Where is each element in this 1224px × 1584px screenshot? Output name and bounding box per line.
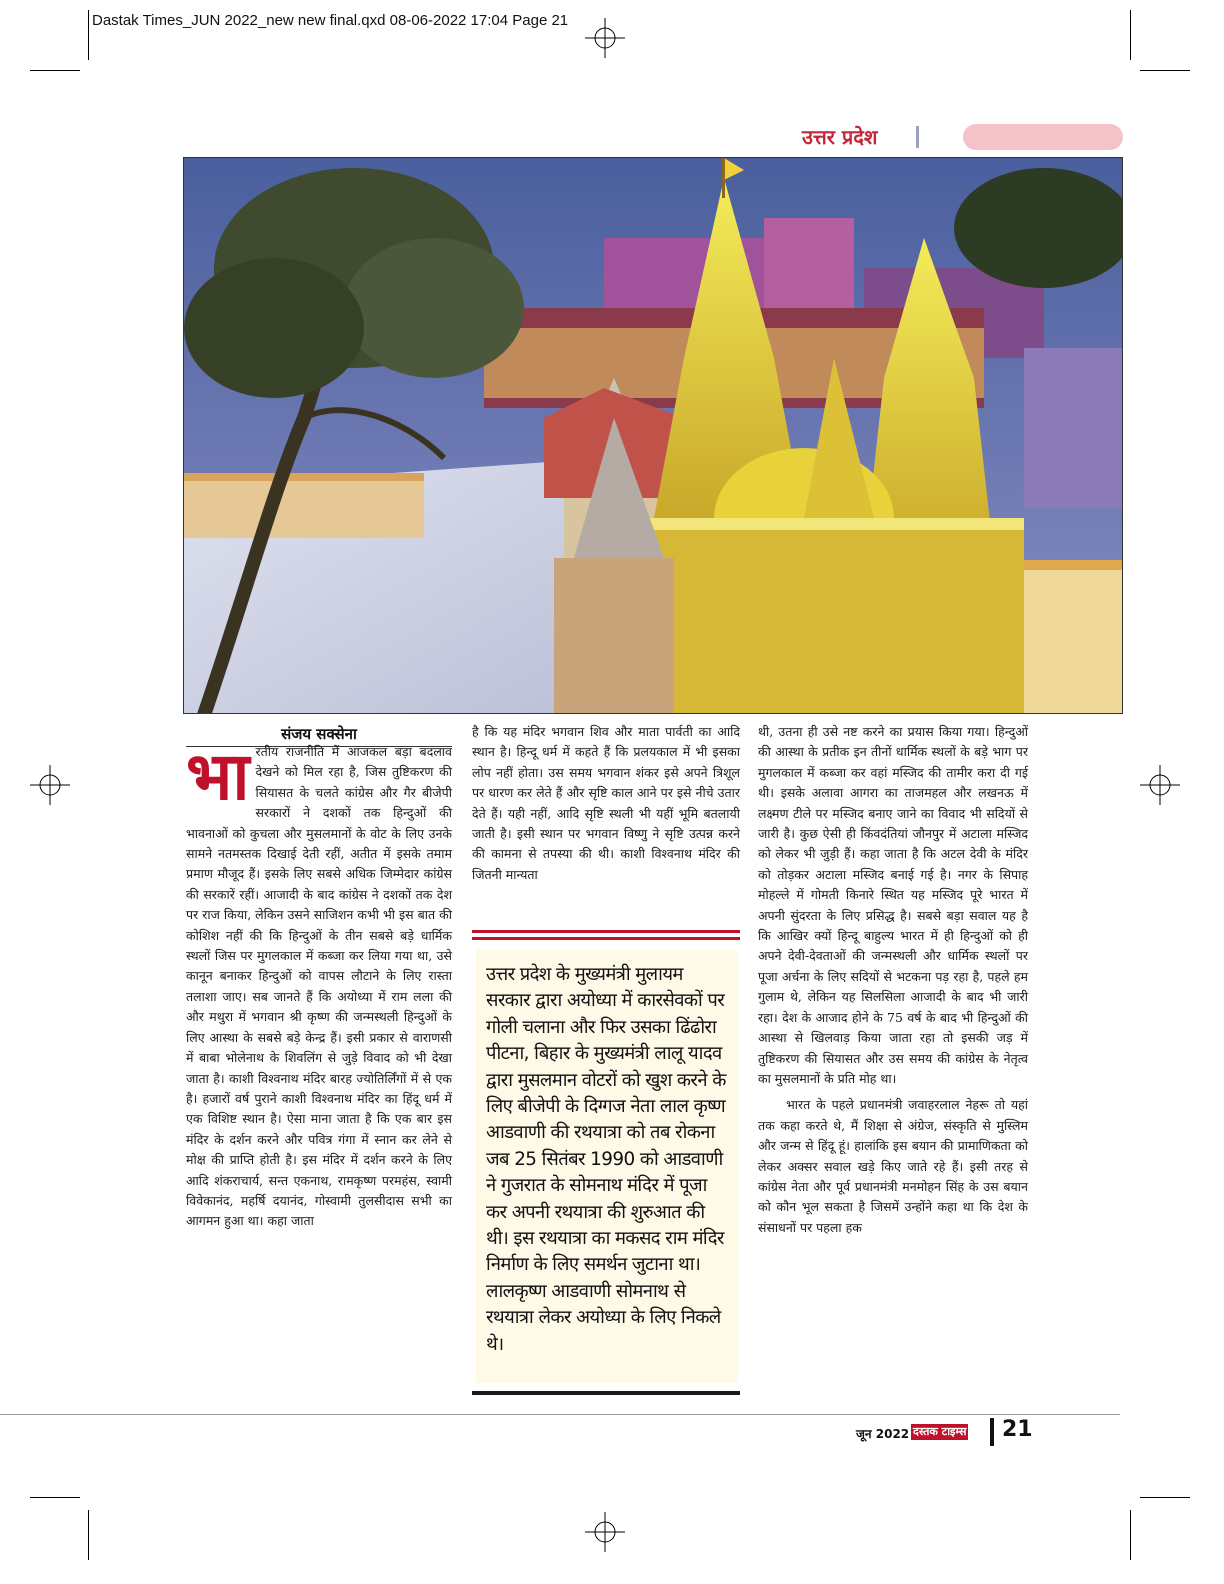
section-divider	[916, 126, 919, 148]
author-byline: संजय सक्सेना	[281, 725, 357, 743]
registration-mark-icon	[585, 1512, 625, 1552]
drop-cap: भा	[186, 738, 248, 815]
registration-mark-icon	[1140, 765, 1180, 805]
print-slug: Dastak Times_JUN 2022_new new final.qxd 08-06-2022 17:04 Page 21	[92, 12, 569, 29]
article-column-3	[758, 722, 1028, 1238]
pullquote-rule	[472, 937, 740, 940]
temple-illustration	[184, 158, 1123, 714]
pullquote-rule	[472, 930, 740, 933]
section-title: उत्तर प्रदेश	[802, 125, 878, 149]
registration-mark-icon	[30, 765, 70, 805]
crop-mark	[30, 70, 80, 71]
crop-mark	[88, 1510, 89, 1560]
pullquote-rule	[472, 1391, 740, 1395]
crop-mark	[1130, 10, 1131, 60]
crop-mark	[1140, 70, 1190, 71]
pullquote-text: उत्तर प्रदेश के मुख्यमंत्री मुलायम सरकार द्वारा अयोध्या में कारसेवकों पर गोली चलाना और फिर उसका ढिंढोरा पीटना, बिहार के मुख्यमंत्री लालू यादव द्वारा मुसलमान वोटरों को खुश करने के लिए बीजेपी के दिग्गज नेता लाल कृष्ण आडवाणी की रथयात्रा को तब रोकना जब 25 सितंबर 1990 को आडवाणी ने गुजरात के सोमनाथ मंदिर में पूजा कर अपनी रथयात्रा की शुरुआत की थी। इस रथयात्रा का मकसद राम मंदिर निर्माण के लिए समर्थन जुटाना था। लालकृष्ण आडवाणी सोमनाथ से रथयात्रा लेकर अयोध्या के लिए निकले थे।	[486, 964, 726, 1355]
article-column-2	[472, 722, 740, 885]
registration-mark-icon	[585, 18, 625, 58]
crop-mark	[1130, 1510, 1131, 1560]
paragraph: है कि यह मंदिर भगवान शिव और माता पार्वती का आदि स्थान है। हिन्दू धर्म में कहते हैं कि प्रलयकाल में भी इसका लोप नहीं होता। उस समय भगवान शंकर इसे अपने त्रिशूल पर धारण कर लेते हैं और सृष्टि काल आने पर इसे नीचे उतार देते हैं। यही नहीं, आदि सृष्टि स्थली भी यहीं भूमि बतलायी जाती है। इसी स्थान पर भगवान विष्णु ने सृष्टि उत्पन्न करने की कामना से तपस्या की थी। काशी विश्वनाथ मंदिर की जितनी मान्यता	[472, 724, 740, 882]
crop-mark	[1140, 1497, 1190, 1498]
page-number: 21	[1002, 1417, 1033, 1442]
article-column-1	[186, 738, 452, 1232]
hero-photo	[183, 157, 1123, 714]
footer-rule	[0, 1414, 1120, 1415]
crop-mark	[30, 1497, 80, 1498]
masthead-logo: दस्तक टाइम्स	[913, 1425, 967, 1438]
folio-divider	[990, 1418, 994, 1446]
crop-mark	[88, 10, 89, 60]
section-decoration	[963, 124, 1123, 150]
paragraph: थी, उतना ही उसे नष्ट करने का प्रयास किया गया। हिन्दुओं की आस्था के प्रतीक इन तीनों धार्मिक स्थलों के बड़े भाग पर मुगलकाल में कब्जा कर वहां मस्जिद की तामीर करा दी गई थी। इसके अलावा आगरा का ताजमहल और लखनऊ में लक्ष्मण टीले पर मस्जिद बनाए जाने का विवाद भी सदियों से जारी है। कुछ ऐसी ही किंवदंतियां जौनपुर में अटाला मस्जिद को लेकर भी जुड़ी हैं। कहा जाता है कि अटल देवी के मंदिर को तोड़कर अटाला मस्जिद बनाई गई है। नगर के सिपाह मोहल्ले में गोमती किनारे स्थित यह मस्जिद पूरे भारत में अपनी सुंदरता के लिए प्रसिद्ध है। सबसे बड़ा सवाल यह है कि आखिर क्यों हिन्दू बाहुल्य भारत में ही हिन्दुओं को ही अपने देवी-देवताओं की जन्मस्थली और धार्मिक स्थलों पर पूजा अर्चना के लिए सदियों से भटकना पड़ रहा है, पहले हम गुलाम थे, लेकिन यह सिलसिला आजादी के बाद भी जारी रहा। देश के आजाद होने के 75 वर्ष के बाद भी हिन्दुओं की आस्था से खिलवाड़ किया जाता रहा तो इसकी जड़ में तुष्टिकरण की सियासत और उस समय की कांग्रेस के नेतृत्व का मुसलमानों के प्रति मोह था।	[758, 724, 1028, 1086]
paragraph: भारत के पहले प्रधानमंत्री जवाहरलाल नेहरू तो यहां तक कहा करते थे, मैं शिक्षा से अंग्रेज, संस्कृति से मुस्लिम और जन्म से हिंदू हूं। हालांकि इस बयान की प्रामाणिकता को लेकर अक्सर सवाल खड़े किए जाते रहे हैं। इसी तरह से कांग्रेस नेता और पूर्व प्रधानमंत्री मनमोहन सिंह के उस बयान को कौन भूल सकता है जिसमें उन्होंने कहा था कि देश के संसाधनों पर पहला हक	[758, 1097, 1028, 1235]
issue-date: जून 2022	[856, 1427, 910, 1441]
paragraph: रतीय राजनीति में आजकल बड़ा बदलाव देखने को मिल रहा है, जिस तुष्टिकरण की सियासत के चलते कांग्रेस और गैर बीजेपी सरकारों ने दशकों तक हिन्दुओं की भावनाओं को कुचला और मुसलमानों के वोट के लिए उनके सामने नतमस्तक दिखाई देती रहीं, अतीत में इसके तमाम प्रमाण मौजूद हैं। इसके लिए सबसे अधिक जिम्मेदार कांग्रेस की सरकारें रहीं। आजादी के बाद कांग्रेस ने दशकों तक देश पर राज किया, लेकिन उसने साजिशन कभी भी इस बात की कोशिश नहीं की कि हिन्दुओं के तीन सबसे बड़े धार्मिक स्थलों जिस पर मुगलकाल में कब्जा कर लिया गया था, उसे कानून बनाकर हिन्दुओं को वापस लौटाने के लिए रास्ता तलाशा जाए। सब जानते हैं कि अयोध्या में राम लला की और मथुरा में भगवान श्री कृष्ण की जन्मस्थली हिन्दुओं के लिए आस्था के सबसे बड़े केन्द्र हैं। इसी प्रकार से वाराणसी में बाबा भोलेनाथ के शिवलिंग से जुड़े विवाद को भी देखा जाता है। काशी विश्वनाथ मंदिर बारह ज्योतिर्लिंगों में से एक है। हजारों वर्ष पुराने काशी विश्वनाथ मंदिर का हिंदू धर्म में एक विशिष्ट स्थान है। ऐसा माना जाता है कि एक बार इस मंदिर के दर्शन करने और पवित्र गंगा में स्नान कर लेने से मोक्ष की प्राप्ति होती है। इस मंदिर में दर्शन करने के लिए आदि शंकराचार्य, सन्त एकनाथ, रामकृष्ण परमहंस, स्वामी विवेकानंद, महर्षि दयानंद, गोस्वामी तुलसीदास सभी का आगमन हुआ था। कहा जाता	[186, 744, 452, 1229]
